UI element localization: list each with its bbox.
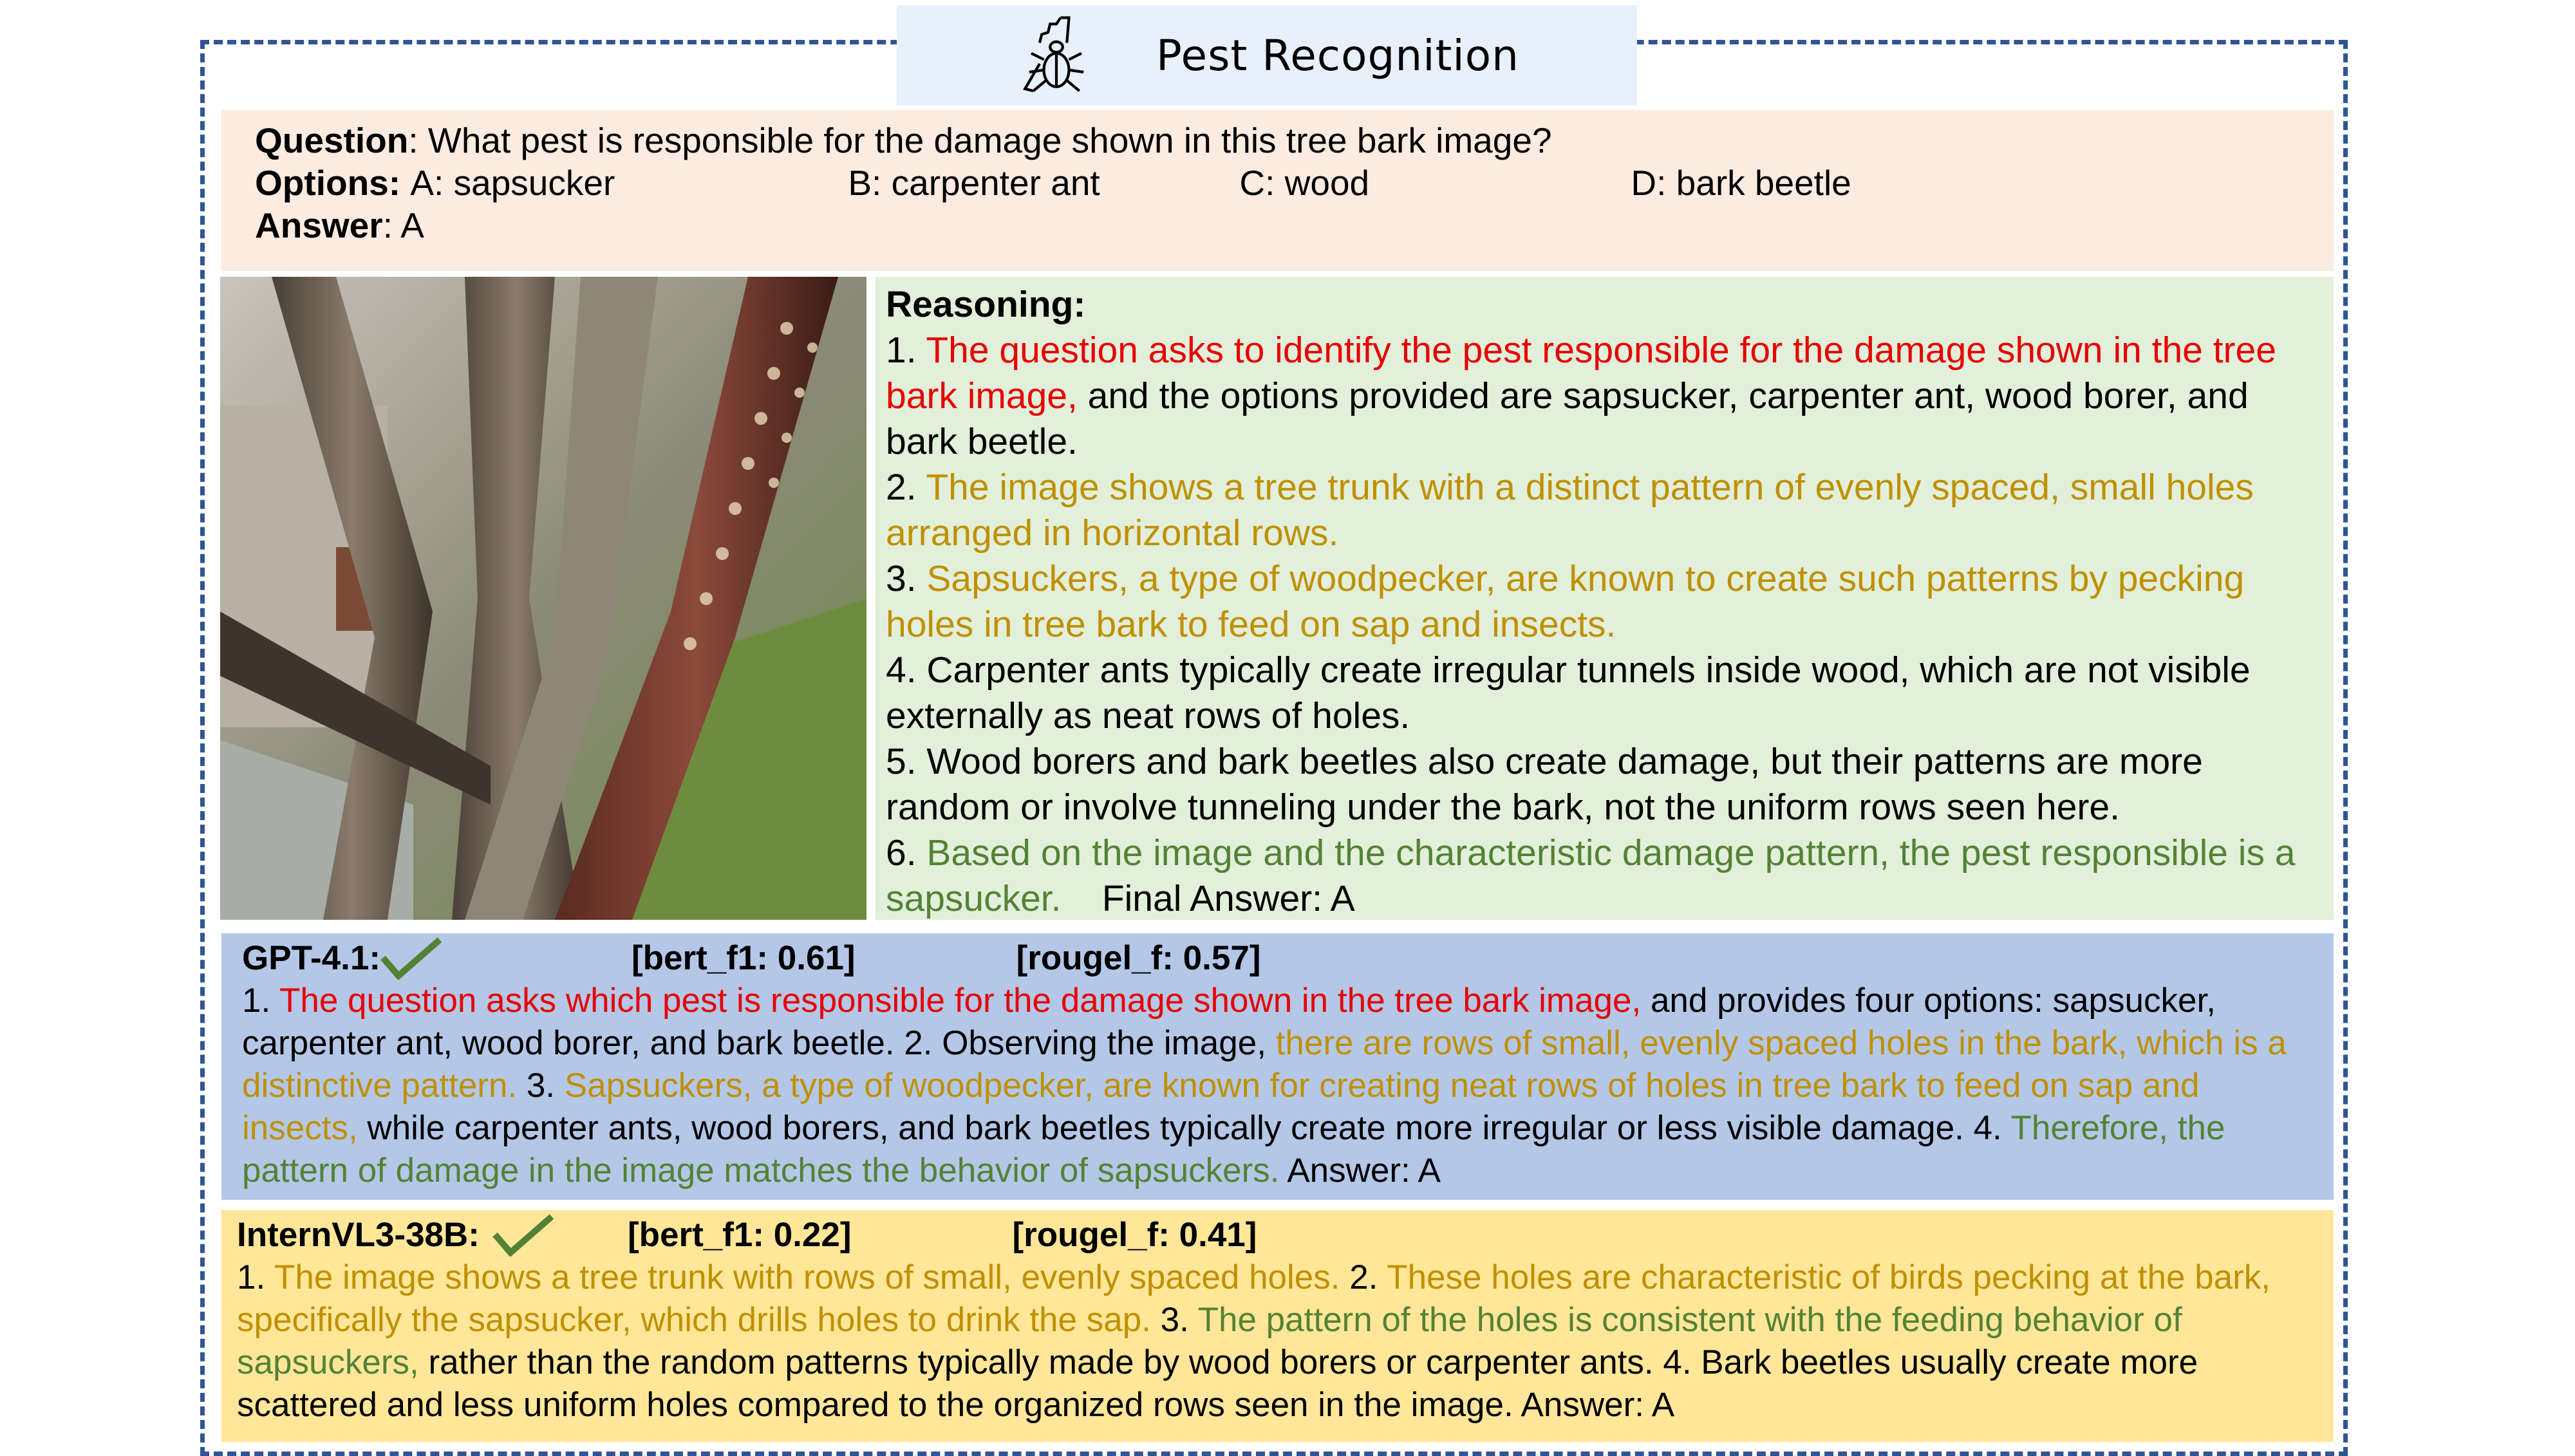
text-segment-black: and provides four options: sapsucker, carpenter ant, wood borer, and bark beetle. 2. Observing the image, <box>242 982 2225 1062</box>
options-label: Options: <box>255 163 401 203</box>
text-segment-gold: The image shows a tree trunk with rows of small, evenly spaced holes. <box>274 1258 1340 1296</box>
question-label: Question <box>255 120 409 160</box>
option-d: D: bark beetle <box>1631 163 1851 203</box>
answer-label: Answer <box>255 205 383 245</box>
text-segment-gold: The image shows a tree trunk with a distinct pattern of evenly spaced, small holes arranged in horizontal rows. <box>886 467 2264 554</box>
model-response-text <box>242 980 2313 1192</box>
text-segment-black: 3. <box>886 558 927 599</box>
option-b: B: carpenter ant <box>848 163 1100 203</box>
text-segment-black: 1. <box>237 1258 274 1296</box>
reasoning-step <box>886 328 2323 465</box>
rouge-score: [rougel_f: 0.41] <box>1012 1216 1257 1254</box>
reasoning-step <box>886 648 2323 739</box>
options-line <box>255 162 2300 204</box>
question-text: : What pest is responsible for the damage shown in this tree bark image? <box>408 120 1552 160</box>
text-segment-black: 2. <box>1340 1258 1387 1296</box>
text-segment-gold: Sapsuckers, a type of woodpecker, are known for creating neat rows of holes in tree bark to feed on sap and insects, <box>242 1067 2209 1147</box>
text-segment-black: 6. <box>886 832 927 873</box>
text-segment-black: rather than the random patterns typically made by wood borers or carpenter ants. 4. Bark beetles usually create more scattered and less uniform holes compared to the organized rows seen in the image. Answer: A <box>237 1343 2207 1424</box>
text-segment-black: Answer: A <box>1279 1152 1441 1190</box>
text-segment-black: Final Answer: A <box>1061 878 1355 919</box>
page-title: Pest Recognition <box>1156 30 1519 80</box>
reasoning-steps <box>886 328 2323 922</box>
model-header <box>237 1214 2318 1256</box>
text-segment-black: 3. <box>517 1067 565 1105</box>
text-segment-black: 5. Wood borers and bark beetles also create damage, but their patterns are more random or involve tunneling under the bark, not the uniform rows seen here. <box>886 741 2213 828</box>
model-response-internvl <box>221 1210 2334 1442</box>
reasoning-step <box>886 830 2323 922</box>
bert-score: [bert_f1: 0.22] <box>627 1216 852 1254</box>
reasoning-label: Reasoning: <box>886 284 1086 325</box>
check-icon <box>380 937 445 980</box>
text-segment-red: The question asks which pest is responsible for the damage shown in the tree bark image, <box>279 982 1642 1020</box>
text-segment-black: 4. Carpenter ants typically create irregular tunnels inside wood, which are not visible externally as neat rows of holes. <box>886 649 2261 736</box>
option-c: C: wood <box>1239 163 1370 203</box>
model-name: InternVL3-38B: <box>237 1216 480 1254</box>
text-segment-black: 1. <box>886 330 926 371</box>
text-segment-gold: there are rows of small, evenly spaced holes in the bark, which is a distinctive pattern. <box>242 1024 2296 1105</box>
text-segment-black: 1. <box>242 982 279 1020</box>
beetle-icon <box>1015 14 1098 97</box>
tree-bark-photo <box>220 277 866 920</box>
text-segment-gold: Sapsuckers, a type of woodpecker, are known to create such patterns by pecking holes in tree bark to feed on sap and insects. <box>886 558 2255 645</box>
reasoning-step <box>886 739 2323 830</box>
option-a: A: sapsucker <box>410 163 615 203</box>
text-segment-green: Therefore, the pattern of damage in the image matches the behavior of sapsuckers. <box>242 1109 2235 1190</box>
text-segment-green: The pattern of the holes is consistent with the feeding behavior of sapsuckers, <box>237 1301 2192 1381</box>
text-segment-red: The question asks to identify the pest responsible for the damage shown in the tree bark image, <box>886 330 2287 416</box>
reasoning-step <box>886 556 2323 648</box>
question-panel <box>221 110 2334 271</box>
text-segment-gold: These holes are characteristic of birds pecking at the bark, specifically the sapsucker, which drills holes to drink the sap. <box>237 1258 2280 1339</box>
check-icon <box>492 1214 557 1256</box>
question-line <box>255 119 2300 162</box>
model-header <box>242 937 2313 980</box>
text-segment-green: Based on the image and the characteristic damage pattern, the pest responsible is a sapsucker. <box>886 832 2306 919</box>
reasoning-step <box>886 465 2323 556</box>
answer-text: : A <box>382 205 424 245</box>
model-response-gpt <box>221 933 2334 1200</box>
rouge-score: [rougel_f: 0.57] <box>1016 939 1261 977</box>
model-response-text <box>237 1256 2318 1426</box>
text-segment-black: 2. <box>886 467 926 508</box>
text-segment-black: 3. <box>1150 1301 1198 1339</box>
bert-score: [bert_f1: 0.61] <box>632 939 856 977</box>
text-segment-black: and the options provided are sapsucker, carpenter ant, wood borer, and bark beetle. <box>886 375 2259 462</box>
answer-line <box>255 204 2300 247</box>
reasoning-panel <box>876 277 2334 920</box>
text-segment-black: while carpenter ants, wood borers, and bark beetles typically create more irregular or less visible damage. 4. <box>357 1109 2011 1147</box>
title-banner <box>897 5 1637 106</box>
model-name: GPT-4.1: <box>242 939 381 977</box>
